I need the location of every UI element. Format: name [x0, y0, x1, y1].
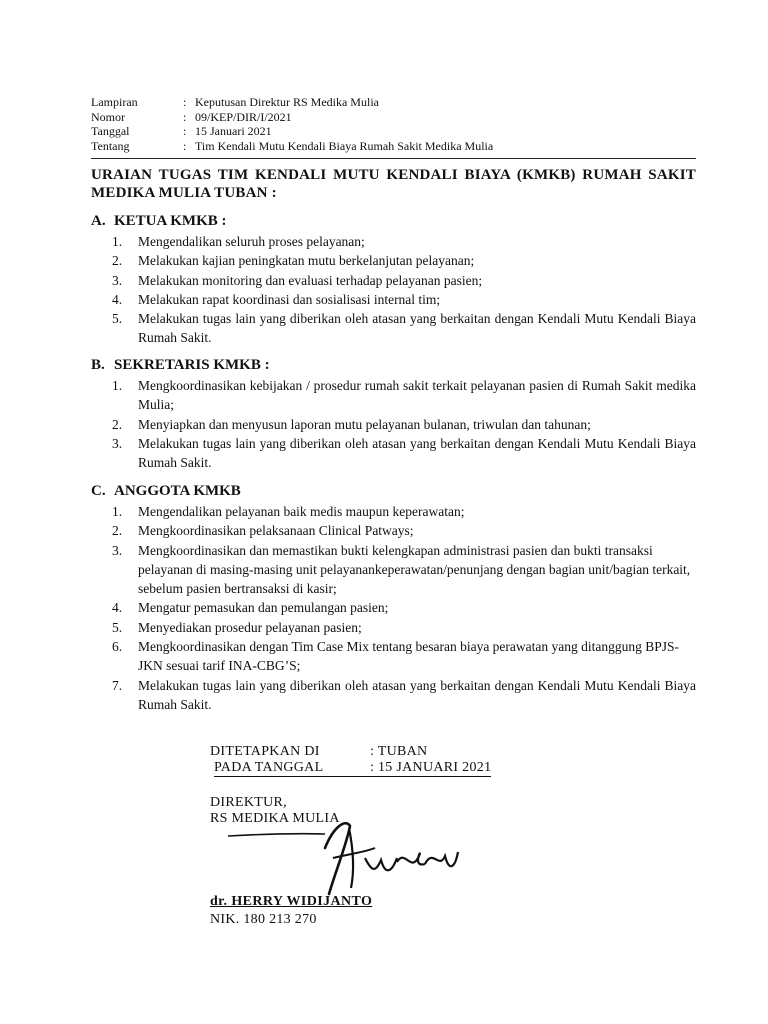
- meta-row-lampiran: [91, 95, 493, 110]
- item-number: 3.: [112, 435, 123, 451]
- item-number: 3.: [112, 542, 123, 558]
- meta-row-nomor: [91, 110, 493, 125]
- section-letter: C.: [91, 483, 106, 499]
- signatory-institution: RS MEDIKA MULIA: [210, 811, 340, 826]
- meta-value: 09/KEP/DIR/I/2021: [195, 109, 292, 124]
- item-number: 2.: [112, 523, 123, 539]
- item-number: 3.: [112, 272, 123, 288]
- meta-value: 15 Januari 2021: [195, 124, 272, 138]
- task-list: [91, 376, 696, 472]
- section-ketua: [91, 212, 696, 348]
- signatory-identity: [210, 894, 372, 928]
- established-label: DITETAPKAN DI: [210, 744, 320, 759]
- handwritten-signature: [225, 818, 460, 898]
- meta-colon: :: [183, 124, 187, 138]
- list-item: [91, 271, 696, 290]
- list-item: [91, 376, 696, 415]
- item-text: Melakukan kajian peningkatan mutu berkelanjutan pelayanan;: [138, 253, 475, 269]
- date-value: : 15 JANUARI 2021: [370, 760, 492, 775]
- meta-colon: :: [183, 95, 187, 109]
- document-title: URAIAN TUGAS TIM KENDALI MUTU KENDALI BIAYA (KMKB) RUMAH SAKIT MEDIKA MULIA TUBAN :: [91, 167, 696, 201]
- meta-value: Keputusan Direktur RS Medika Mulia: [195, 95, 379, 109]
- meta-value: Tim Kendali Mutu Kendali Biaya Rumah Sakit Medika Mulia: [195, 138, 494, 153]
- list-item: [91, 434, 696, 473]
- meta-colon: :: [183, 138, 187, 153]
- item-number: 1.: [112, 378, 123, 393]
- section-heading: [91, 482, 696, 500]
- item-text: Mengkoordinasikan pelaksanaan Clinical Patways;: [138, 523, 414, 539]
- meta-label: Tanggal: [91, 124, 130, 138]
- meta-row-tanggal: [91, 124, 493, 139]
- list-item: [91, 309, 696, 348]
- item-number: 2.: [112, 253, 123, 269]
- item-number: 5.: [112, 311, 123, 327]
- section-heading: [91, 212, 696, 230]
- date-label: PADA TANGGAL: [214, 760, 324, 775]
- item-text: Mengendalikan pelayanan baik medis maupun keperawatan;: [138, 504, 465, 519]
- section-letter: A.: [91, 213, 106, 229]
- item-number: 2.: [112, 416, 123, 432]
- task-list: [91, 232, 696, 348]
- item-text: Mengkoordinasikan dan memastikan bukti kelengkapan administrasi pasien dan bukti transaksi pelayanan di masing-masing unit pelayanankeperawatan/penunjang dengan bagian unit/bagian terkait, sebelum pasien bertransaksi di kasir;: [138, 542, 691, 597]
- section-heading: [91, 356, 696, 374]
- item-number: 6.: [112, 639, 123, 655]
- signatory-nik: NIK. 180 213 270: [210, 912, 317, 927]
- list-item: [91, 502, 696, 521]
- header-divider: [91, 158, 696, 159]
- established-value: : TUBAN: [370, 744, 428, 759]
- section-title: KETUA KMKB :: [114, 213, 227, 229]
- date-row: [214, 760, 491, 777]
- meta-row-tentang: [91, 139, 493, 154]
- list-item: [91, 232, 696, 251]
- list-item: [91, 251, 696, 270]
- item-number: 4.: [112, 600, 123, 616]
- item-text: Mengkoordinasikan dengan Tim Case Mix tentang besaran biaya perawatan yang ditanggung BPJS-JKN sesuai tarif INA-CBG’S;: [138, 639, 680, 674]
- item-number: 5.: [112, 619, 123, 635]
- item-text: Mengkoordinasikan kebijakan / prosedur rumah sakit terkait pelayanan pasien di Rumah Sakit medika Mulia;: [138, 378, 696, 413]
- meta-label: Tentang: [91, 138, 130, 153]
- list-item: [91, 676, 696, 715]
- meta-label: Lampiran: [91, 95, 138, 109]
- list-item: [91, 521, 696, 540]
- item-number: 4.: [112, 291, 123, 307]
- list-item: [91, 618, 696, 637]
- meta-label: Nomor: [91, 109, 125, 124]
- section-letter: B.: [91, 357, 105, 373]
- list-item: [91, 290, 696, 309]
- signature-location-date: [210, 744, 491, 777]
- item-text: Menyediakan prosedur pelayanan pasien;: [138, 619, 362, 635]
- item-number: 1.: [112, 504, 123, 519]
- list-item: [91, 598, 696, 617]
- item-text: Mengatur pemasukan dan pemulangan pasien;: [138, 600, 389, 616]
- item-text: Melakukan monitoring dan evaluasi terhadap pelayanan pasien;: [138, 272, 483, 288]
- task-list: [91, 502, 696, 714]
- section-anggota: [91, 482, 696, 714]
- item-text: Mengendalikan seluruh proses pelayanan;: [138, 234, 365, 249]
- item-text: Melakukan tugas lain yang diberikan oleh atasan yang berkaitan dengan Kendali Mutu Kendali Biaya Rumah Sakit.: [138, 677, 696, 712]
- section-sekretaris: [91, 356, 696, 472]
- signatory-name: dr. HERRY WIDIJANTO: [210, 894, 373, 909]
- section-title: ANGGOTA KMKB: [114, 483, 241, 499]
- list-item: [91, 637, 696, 676]
- signatory-position: DIREKTUR,: [210, 795, 287, 810]
- item-text: Melakukan rapat koordinasi dan sosialisasi internal tim;: [138, 291, 441, 307]
- established-row: [210, 744, 491, 760]
- list-item: [91, 541, 696, 599]
- section-title: SEKRETARIS KMKB :: [114, 357, 270, 373]
- item-number: 1.: [112, 234, 123, 249]
- item-number: 7.: [112, 677, 123, 693]
- meta-colon: :: [183, 109, 187, 124]
- item-text: Menyiapkan dan menyusun laporan mutu pelayanan bulanan, triwulan dan tahunan;: [138, 416, 591, 432]
- item-text: Melakukan tugas lain yang diberikan oleh atasan yang berkaitan dengan Kendali Mutu Kendali Biaya Rumah Sakit.: [138, 435, 696, 471]
- item-text: Melakukan tugas lain yang diberikan oleh atasan yang berkaitan dengan Kendali Mutu Kendali Biaya Rumah Sakit.: [138, 311, 696, 346]
- document-header-meta: [91, 95, 493, 153]
- list-item: [91, 415, 696, 434]
